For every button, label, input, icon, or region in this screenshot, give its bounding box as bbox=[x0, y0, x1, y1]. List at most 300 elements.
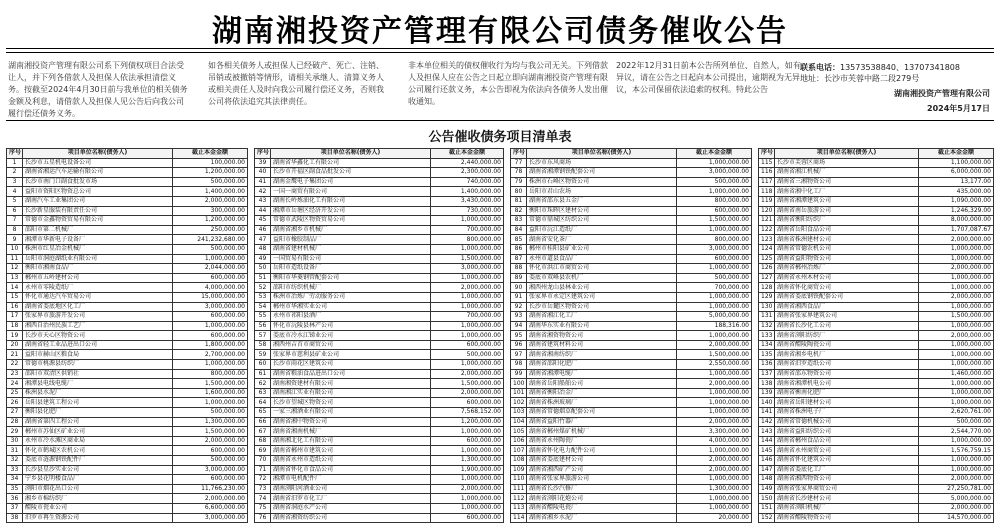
row-principal-amount: 1,200,000.00 bbox=[173, 168, 248, 178]
col-header-index: 序号 bbox=[255, 149, 271, 159]
table-row bbox=[759, 235, 994, 245]
row-index: 20 bbox=[7, 340, 23, 350]
row-principal-amount: 500,000.00 bbox=[173, 244, 248, 254]
row-principal-amount: 1,000,000.00 bbox=[677, 398, 752, 408]
table-row bbox=[7, 456, 248, 466]
row-index: 130 bbox=[759, 302, 775, 312]
row-index: 3 bbox=[7, 177, 23, 187]
row-debtor-name: 郴州市苏仙区矿业公司 bbox=[23, 427, 173, 437]
row-index: 99 bbox=[511, 369, 527, 379]
row-debtor-name: 湖南省衡南化肥厂 bbox=[775, 388, 919, 398]
row-debtor-name: 湖南省湘资纺织公司 bbox=[271, 513, 431, 523]
table-row bbox=[7, 513, 248, 523]
row-index: 66 bbox=[255, 417, 271, 427]
row-debtor-name: 湖南湘江实业有限公司 bbox=[271, 388, 431, 398]
row-debtor-name: 湖南省汨罗市化工厂 bbox=[271, 494, 431, 504]
row-index: 51 bbox=[255, 273, 271, 283]
row-principal-amount: 2,544,770.00 bbox=[919, 427, 994, 437]
table-row bbox=[255, 235, 504, 245]
row-principal-amount: 1,090,000.00 bbox=[919, 196, 994, 206]
row-principal-amount: 1,300,000.00 bbox=[431, 456, 504, 466]
row-principal-amount: 500,000.00 bbox=[677, 273, 752, 283]
row-debtor-name: 湖南省常德农机公司 bbox=[775, 244, 919, 254]
row-principal-amount: 600,000.00 bbox=[431, 436, 504, 446]
row-index: 40 bbox=[255, 168, 271, 178]
row-index: 9 bbox=[7, 235, 23, 245]
row-principal-amount: 6,000,000.00 bbox=[919, 168, 994, 178]
row-debtor-name: 湖南金鹰电子集团公司 bbox=[271, 177, 431, 187]
table-row bbox=[759, 350, 994, 360]
row-index: 32 bbox=[7, 456, 23, 466]
row-index: 6 bbox=[7, 206, 23, 216]
row-principal-amount: 1,400,000.00 bbox=[431, 187, 504, 197]
row-index: 17 bbox=[7, 312, 23, 322]
table-row bbox=[7, 436, 248, 446]
row-principal-amount: 700,000.00 bbox=[431, 312, 504, 322]
row-principal-amount: 2,000,000.00 bbox=[173, 196, 248, 206]
row-index: 65 bbox=[255, 408, 271, 418]
table-row bbox=[759, 225, 994, 235]
row-principal-amount: 2,000,000.00 bbox=[431, 484, 504, 494]
row-index: 102 bbox=[511, 398, 527, 408]
table-row bbox=[255, 321, 504, 331]
row-debtor-name: 湖南省第四工程公司 bbox=[23, 417, 173, 427]
row-debtor-name: 衡阳市华菱钢管配套公司 bbox=[271, 273, 431, 283]
row-debtor-name: 湖南省三湘物资公司 bbox=[775, 177, 919, 187]
row-index: 147 bbox=[759, 465, 775, 475]
row-debtor-name: 长沙市望城区物资公司 bbox=[271, 398, 431, 408]
row-index: 61 bbox=[255, 369, 271, 379]
row-index: 75 bbox=[255, 503, 271, 513]
row-principal-amount: 2,000,000.00 bbox=[677, 340, 752, 350]
table-row bbox=[7, 244, 248, 254]
row-debtor-name: 郴州市五岭建材公司 bbox=[23, 273, 173, 283]
row-index: 23 bbox=[7, 369, 23, 379]
row-principal-amount: 1,000,000.00 bbox=[173, 321, 248, 331]
row-principal-amount: 1,500,000.00 bbox=[919, 312, 994, 322]
table-row bbox=[7, 331, 248, 341]
row-principal-amount: 2,700,000.00 bbox=[173, 350, 248, 360]
table-row bbox=[759, 187, 994, 197]
row-principal-amount: 1,300,000.00 bbox=[677, 484, 752, 494]
row-principal-amount: 2,620,761.00 bbox=[919, 408, 994, 418]
table-row bbox=[511, 398, 752, 408]
table-row bbox=[7, 196, 248, 206]
row-debtor-name: 湖南省建材机械厂 bbox=[271, 244, 431, 254]
row-debtor-name: 益阳市橡胶制品厂 bbox=[271, 235, 431, 245]
row-debtor-name: 湖南省郴州煤矿机械厂 bbox=[527, 427, 677, 437]
row-principal-amount: 8,000,000.00 bbox=[919, 216, 994, 226]
row-index: 116 bbox=[759, 168, 775, 178]
table-row bbox=[759, 465, 994, 475]
table-row bbox=[255, 158, 504, 168]
table-row bbox=[7, 312, 248, 322]
row-debtor-name: 湖南省湘西物资公司 bbox=[775, 475, 919, 485]
row-debtor-name: 湖南省湘西矿产公司 bbox=[527, 465, 677, 475]
table-row bbox=[7, 254, 248, 264]
row-debtor-name: 娄底市涟源钢铁配件厂 bbox=[23, 456, 173, 466]
row-debtor-name: 湘乡市棉纺织厂 bbox=[23, 494, 173, 504]
row-principal-amount: 1,000,000.00 bbox=[173, 254, 248, 264]
table-row bbox=[511, 321, 752, 331]
row-index: 48 bbox=[255, 244, 271, 254]
table-row bbox=[511, 158, 752, 168]
table-row bbox=[7, 158, 248, 168]
row-principal-amount: 1,000,000.00 bbox=[677, 446, 752, 456]
table-row bbox=[511, 513, 752, 523]
table-row bbox=[511, 187, 752, 197]
row-debtor-name: 湖南省怀化市食品公司 bbox=[271, 465, 431, 475]
intro-paragraph-1: 湖南湘投资产管理有限公司系下列债权项目合法受让人，并下列各借款人及担保人依法承担清偿义务。按截至2024年4月30日前与我单位的相关债务金额及利息，请借款人及担保人见公告后向我公司履行偿还债务义务。 bbox=[8, 61, 188, 118]
intro-paragraph-3: 非本单位相关的债权催收行为均与我公司无关。下列借款人及担保人应在公告之日起立即向湖南湘投资产管理有限公司履行还款义务，本公告即视为依法向各债务人发出催收通知。 bbox=[408, 61, 608, 106]
row-index: 19 bbox=[7, 331, 23, 341]
row-index: 120 bbox=[759, 206, 775, 216]
col-header-name: 项目单位名称(债务人) bbox=[271, 149, 431, 159]
table-row bbox=[255, 360, 504, 370]
row-index: 43 bbox=[255, 196, 271, 206]
row-index: 118 bbox=[759, 187, 775, 197]
row-index: 87 bbox=[511, 254, 527, 264]
row-index: 94 bbox=[511, 321, 527, 331]
table-row bbox=[511, 196, 752, 206]
table-row bbox=[759, 177, 994, 187]
row-index: 58 bbox=[255, 340, 271, 350]
row-index: 37 bbox=[7, 503, 23, 513]
col-header-name: 项目单位名称(债务人) bbox=[527, 149, 677, 159]
row-index: 71 bbox=[255, 465, 271, 475]
row-debtor-name: 浏阳市烟花出口公司 bbox=[23, 484, 173, 494]
row-principal-amount: 1,800,000.00 bbox=[173, 340, 248, 350]
table-row bbox=[255, 292, 504, 302]
table-row bbox=[255, 187, 504, 197]
row-index: 14 bbox=[7, 283, 23, 293]
row-principal-amount: 500,000.00 bbox=[173, 456, 248, 466]
row-principal-amount: 3,000,000.00 bbox=[173, 513, 248, 523]
row-debtor-name: 岳阳市君山农场 bbox=[527, 187, 677, 197]
table-row bbox=[759, 331, 994, 341]
row-index: 7 bbox=[7, 216, 23, 226]
row-principal-amount: 1,000,000.00 bbox=[173, 398, 248, 408]
table-row bbox=[511, 475, 752, 485]
row-index: 57 bbox=[255, 331, 271, 341]
row-principal-amount: 2,000,000.00 bbox=[677, 465, 752, 475]
table-row bbox=[759, 254, 994, 264]
row-index: 70 bbox=[255, 456, 271, 466]
table-row bbox=[759, 456, 994, 466]
row-principal-amount: 1,000,000.00 bbox=[677, 187, 752, 197]
row-index: 142 bbox=[759, 417, 775, 427]
table-row bbox=[7, 206, 248, 216]
row-debtor-name: 一家三湘酒业有限公司 bbox=[271, 408, 431, 418]
row-index: 25 bbox=[7, 388, 23, 398]
row-debtor-name: 宁乡县花明楼食品厂 bbox=[23, 475, 173, 485]
row-index: 13 bbox=[7, 273, 23, 283]
row-debtor-name: 长沙市岳麓区物资公司 bbox=[527, 302, 677, 312]
row-debtor-name: 湖南省湘南机械厂 bbox=[271, 427, 431, 437]
row-index: 46 bbox=[255, 225, 271, 235]
row-debtor-name: 永州市祁阳县酒厂 bbox=[271, 312, 431, 322]
row-principal-amount: 2,000,000.00 bbox=[919, 503, 994, 513]
row-principal-amount: 800,000.00 bbox=[677, 196, 752, 206]
row-debtor-name: 长沙市芙蓉区商场 bbox=[775, 158, 919, 168]
row-principal-amount: 3,000,000.00 bbox=[173, 302, 248, 312]
row-index: 60 bbox=[255, 360, 271, 370]
row-debtor-name: 湖南省娄底化工厂 bbox=[775, 465, 919, 475]
row-index: 22 bbox=[7, 360, 23, 370]
row-debtor-name: 长沙市东风商场 bbox=[527, 158, 677, 168]
table-row bbox=[255, 398, 504, 408]
row-debtor-name: 株洲市石峰区物资公司 bbox=[527, 177, 677, 187]
row-principal-amount: 740,000.00 bbox=[431, 177, 504, 187]
row-principal-amount: 1,000,000.00 bbox=[431, 244, 504, 254]
row-index: 148 bbox=[759, 475, 775, 485]
table-row bbox=[511, 456, 752, 466]
row-principal-amount: 1,000,000.00 bbox=[431, 321, 504, 331]
row-index: 105 bbox=[511, 427, 527, 437]
row-debtor-name: 湖南省邵阳化肥厂 bbox=[527, 360, 677, 370]
row-principal-amount: 1,000,000.00 bbox=[919, 283, 994, 293]
row-principal-amount: 1,500,000.00 bbox=[431, 379, 504, 389]
row-principal-amount: 2,000,000.00 bbox=[431, 388, 504, 398]
row-index: 24 bbox=[7, 379, 23, 389]
contact-label: 联系电话： bbox=[800, 63, 840, 72]
table-row bbox=[759, 206, 994, 216]
table-row bbox=[255, 494, 504, 504]
title-divider-2 bbox=[6, 52, 994, 53]
row-principal-amount: 2,000,000.00 bbox=[431, 369, 504, 379]
row-principal-amount: 11,766,230.00 bbox=[173, 484, 248, 494]
row-principal-amount: 500,000.00 bbox=[677, 177, 752, 187]
row-index: 92 bbox=[511, 302, 527, 312]
table-row bbox=[511, 235, 752, 245]
row-principal-amount: 1,000,000.00 bbox=[173, 360, 248, 370]
row-debtor-name: 湖南省安化茶厂 bbox=[527, 235, 677, 245]
row-debtor-name: 湖南省娄底建材公司 bbox=[527, 456, 677, 466]
row-principal-amount: 2,000,000.00 bbox=[919, 235, 994, 245]
row-debtor-name: 常德市武陵区物资贸易公司 bbox=[271, 216, 431, 226]
row-principal-amount: 1,000,000.00 bbox=[677, 408, 752, 418]
table-row bbox=[7, 340, 248, 350]
row-principal-amount: 1,000,000.00 bbox=[431, 273, 504, 283]
row-principal-amount: 2,000,000.00 bbox=[919, 331, 994, 341]
row-principal-amount: 730,000.00 bbox=[431, 206, 504, 216]
table-row bbox=[511, 206, 752, 216]
table-row bbox=[255, 177, 504, 187]
table-row bbox=[255, 350, 504, 360]
table-row bbox=[511, 427, 752, 437]
row-debtor-name: 怀化市通达汽车贸易公司 bbox=[23, 292, 173, 302]
row-principal-amount: 800,000.00 bbox=[677, 235, 752, 245]
row-index: 47 bbox=[255, 235, 271, 245]
row-index: 88 bbox=[511, 264, 527, 274]
table-row bbox=[255, 216, 504, 226]
row-index: 134 bbox=[759, 340, 775, 350]
row-principal-amount: 1,900,000.00 bbox=[431, 465, 504, 475]
row-index: 50 bbox=[255, 264, 271, 274]
row-debtor-name: 湖南省怀化建筑公司 bbox=[775, 456, 919, 466]
table-row bbox=[759, 427, 994, 437]
row-debtor-name: 湖南省浏阳花炮公司 bbox=[527, 494, 677, 504]
row-principal-amount: 4,000,000.00 bbox=[173, 283, 248, 293]
row-debtor-name: 湖南省洞庭水产公司 bbox=[271, 503, 431, 513]
row-debtor-name: 湖南湘北化工有限公司 bbox=[271, 436, 431, 446]
table-row bbox=[255, 273, 504, 283]
row-index: 49 bbox=[255, 254, 271, 264]
row-principal-amount: 1,000,000.00 bbox=[919, 321, 994, 331]
table-row bbox=[759, 340, 994, 350]
row-debtor-name: 湖南省岳阳食品公司 bbox=[775, 225, 919, 235]
row-debtor-name: 湖南省株洲电子厂 bbox=[775, 408, 919, 418]
col-header-index: 序号 bbox=[511, 149, 527, 159]
list-title: 公告催收债务项目清单表 bbox=[428, 130, 572, 145]
table-row bbox=[255, 388, 504, 398]
table-row bbox=[255, 312, 504, 322]
row-principal-amount: 600,000.00 bbox=[173, 273, 248, 283]
row-index: 97 bbox=[511, 350, 527, 360]
row-principal-amount: 300,000.00 bbox=[173, 206, 248, 216]
row-debtor-name: 湖南省怀化商贸公司 bbox=[775, 283, 919, 293]
row-index: 12 bbox=[7, 264, 23, 274]
table-row bbox=[511, 446, 752, 456]
row-principal-amount: 1,000,000.00 bbox=[919, 465, 994, 475]
row-principal-amount: 1,000,000.00 bbox=[677, 369, 752, 379]
row-index: 27 bbox=[7, 408, 23, 418]
row-principal-amount: 2,000,000.00 bbox=[919, 475, 994, 485]
row-index: 93 bbox=[511, 312, 527, 322]
row-index: 38 bbox=[7, 513, 23, 523]
col-header-amount: 截止本金金额 bbox=[431, 149, 504, 159]
contact-phones: 13573538840、13707341808 bbox=[840, 63, 960, 72]
row-index: 72 bbox=[255, 475, 271, 485]
table-row bbox=[255, 369, 504, 379]
table-row bbox=[511, 436, 752, 446]
row-index: 127 bbox=[759, 273, 775, 283]
row-principal-amount: 3,000,000.00 bbox=[677, 244, 752, 254]
row-debtor-name: 益阳市沅江造纸厂 bbox=[527, 225, 677, 235]
row-debtor-name: 湖南省永州市造纸公司 bbox=[271, 456, 431, 466]
table-row bbox=[511, 484, 752, 494]
row-debtor-name: 湖南省湘资物资公司 bbox=[527, 331, 677, 341]
row-principal-amount: 435,000.00 bbox=[919, 187, 994, 197]
table-row bbox=[511, 503, 752, 513]
row-index: 150 bbox=[759, 494, 775, 504]
table-row bbox=[7, 494, 248, 504]
debt-tables bbox=[6, 148, 994, 521]
table-row bbox=[7, 388, 248, 398]
row-debtor-name: 湖南省怀化电力配件公司 bbox=[527, 446, 677, 456]
row-debtor-name: 常德市桃源县纺织厂 bbox=[23, 360, 173, 370]
row-principal-amount: 1,000,000.00 bbox=[919, 360, 994, 370]
row-debtor-name: 衡阳市湘南食品厂 bbox=[23, 264, 173, 274]
row-index: 74 bbox=[255, 494, 271, 504]
table-row bbox=[759, 321, 994, 331]
row-principal-amount: 2,000,000.00 bbox=[173, 494, 248, 504]
table-row bbox=[511, 273, 752, 283]
row-debtor-name: 湖南省华鑫化工有限公司 bbox=[271, 158, 431, 168]
row-debtor-name: 湖南省邵东县五金厂 bbox=[527, 196, 677, 206]
row-index: 76 bbox=[255, 513, 271, 523]
col-header-amount: 截止本金金额 bbox=[677, 149, 752, 159]
row-principal-amount: 5,000,000.00 bbox=[919, 494, 994, 504]
row-debtor-name: 湖南浏阳河酒业公司 bbox=[271, 484, 431, 494]
row-principal-amount: 700,000.00 bbox=[677, 283, 752, 293]
row-index: 8 bbox=[7, 225, 23, 235]
table-row bbox=[511, 244, 752, 254]
row-principal-amount: 1,000,000.00 bbox=[431, 360, 504, 370]
table-row bbox=[511, 350, 752, 360]
row-principal-amount: 500,000.00 bbox=[173, 408, 248, 418]
row-index: 138 bbox=[759, 379, 775, 389]
table-row bbox=[759, 446, 994, 456]
row-principal-amount: 2,000,000.00 bbox=[677, 379, 752, 389]
row-debtor-name: 湖南省郴州冶炼厂 bbox=[775, 264, 919, 274]
row-index: 144 bbox=[759, 436, 775, 446]
row-index: 31 bbox=[7, 446, 23, 456]
table-row bbox=[511, 494, 752, 504]
row-index: 100 bbox=[511, 379, 527, 389]
row-debtor-name: 湖南汽车工业集团公司 bbox=[23, 196, 173, 206]
row-index: 45 bbox=[255, 216, 271, 226]
row-debtor-name: 娄底市双峰县农机厂 bbox=[527, 273, 677, 283]
row-principal-amount: 1,000,000.00 bbox=[677, 388, 752, 398]
table-row bbox=[511, 302, 752, 312]
row-index: 59 bbox=[255, 350, 271, 360]
row-debtor-name: 怀化市洪江市商贸公司 bbox=[527, 264, 677, 274]
table-row bbox=[255, 168, 504, 178]
row-index: 85 bbox=[511, 235, 527, 245]
table-row bbox=[759, 369, 994, 379]
row-debtor-name: 湖南省醴陵物资公司 bbox=[775, 513, 919, 523]
row-index: 98 bbox=[511, 360, 527, 370]
row-principal-amount: 241,232,680.00 bbox=[173, 235, 248, 245]
row-principal-amount: 1,000,000.00 bbox=[431, 503, 504, 513]
row-index: 101 bbox=[511, 388, 527, 398]
row-debtor-name: 湖南省浏阳机械厂 bbox=[775, 503, 919, 513]
row-index: 139 bbox=[759, 388, 775, 398]
row-index: 42 bbox=[255, 187, 271, 197]
row-index: 68 bbox=[255, 436, 271, 446]
row-index: 140 bbox=[759, 398, 775, 408]
row-principal-amount: 1,000,000.00 bbox=[677, 331, 752, 341]
row-debtor-name: 湖南省湘潭电缆厂 bbox=[527, 369, 677, 379]
row-principal-amount: 1,100,000.00 bbox=[919, 158, 994, 168]
row-index: 125 bbox=[759, 254, 775, 264]
row-debtor-name: 湖南省永州木材公司 bbox=[775, 273, 919, 283]
table-row bbox=[511, 465, 752, 475]
row-debtor-name: 永州市冷水滩区商业局 bbox=[23, 436, 173, 446]
row-principal-amount: 1,000,000.00 bbox=[677, 158, 752, 168]
table-row bbox=[255, 465, 504, 475]
row-index: 56 bbox=[255, 321, 271, 331]
row-index: 39 bbox=[255, 158, 271, 168]
row-debtor-name: 一国一商贸有限公司 bbox=[271, 187, 431, 197]
row-index: 135 bbox=[759, 350, 775, 360]
table-row bbox=[511, 216, 752, 226]
row-index: 90 bbox=[511, 283, 527, 293]
col-header-index: 序号 bbox=[759, 149, 775, 159]
row-principal-amount: 1,246,329.00 bbox=[919, 206, 994, 216]
row-principal-amount: 1,000,000.00 bbox=[919, 388, 994, 398]
row-debtor-name: 湖南省郴州市建筑公司 bbox=[271, 446, 431, 456]
row-principal-amount: 800,000.00 bbox=[431, 235, 504, 245]
row-debtor-name: 湖南省南岳旅游公司 bbox=[775, 206, 919, 216]
row-debtor-name: 长沙县星沙实业公司 bbox=[23, 465, 173, 475]
row-debtor-name: 湖南省常德机械公司 bbox=[775, 417, 919, 427]
contact-address: 地址：长沙市芙蓉中路二段279号 bbox=[800, 74, 920, 83]
row-debtor-name: 张家界市旅游开发公司 bbox=[23, 312, 173, 322]
table-row bbox=[255, 475, 504, 485]
table-row bbox=[255, 302, 504, 312]
